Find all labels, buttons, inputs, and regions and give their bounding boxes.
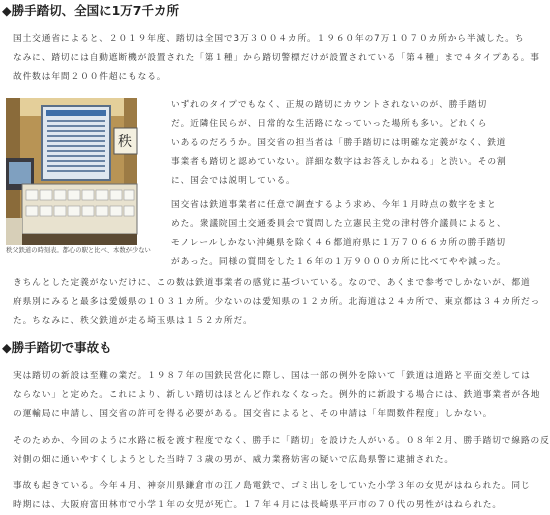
paragraph-crossing-count [13, 30, 540, 87]
text-line: だ。近隣住民らが、日常的な生活路になっていった場所も多い。どれくら [171, 119, 488, 129]
text-line: モノレールしかない沖縄県を除く４６都道府県に１万７０６６カ所の勝手踏切 [171, 238, 506, 248]
section-heading-nationwide-crossings: ◆勝手踏切、全国に1万7千カ所 [2, 3, 180, 18]
text-line: いあるのだろうか。国交省の担当者は「勝手踏切には明確な定義がなく、鉄道 [171, 138, 507, 148]
text-line: があった。同様の質問をした１６年の１万９０００カ所に比べてやや減った。 [171, 257, 507, 267]
text-line: 時期には、大阪府富田林市で小学１年の女児が死亡。１７年４月には長崎県平戸市の７０代の男性がはねられた。 [13, 500, 502, 510]
text-line: 事業者も踏切と認めていない。詳細な数字はお答えしかねる」と渋い。その割 [171, 157, 507, 167]
text-line: そのためか、今回のように水路に板を渡す程度でなく、勝手に「踏切」を設けた人がいる。０８年２月、勝手踏切で線路の反 [13, 436, 550, 446]
paragraph-survey-results [171, 196, 507, 272]
text-line: めた。衆議院国土交通委員会で質問した立憲民主党の津村啓介議員によると、 [171, 219, 507, 229]
text-line: の運輸局に申請し、国交省の許可を得る必要がある。国交省によると、その申請は「年間数件程度」しかない。 [13, 409, 493, 419]
text-line: 府県別にみると最多は愛媛県の１０３１カ所。少ないのは愛知県の１２カ所。北海道は２４カ所で、東京都は３４カ所だっ [13, 297, 541, 307]
paragraph-accident-cases [13, 477, 531, 515]
text-line: いずれのタイプでもなく、正規の踏切にカウントされないのが、勝手踏切 [171, 100, 488, 110]
text-line: きちんとした定義がないだけに、この数は鉄道事業者の感覚に基づいている。なので、あくまで参考でしかないが、都道 [13, 278, 531, 288]
paragraph-unofficial-crossings [171, 96, 507, 191]
text-line: 事故も起きている。今年４月、神奈川県鎌倉市の江ノ島電鉄で、ゴミ出しをしていた小学３年の女児がはねられた。同じ [13, 481, 531, 491]
timetable-photo [6, 98, 137, 245]
section-heading-accidents: ◆勝手踏切で事故も [2, 340, 112, 355]
text-line: 故件数は年間２００件超にもなる。 [13, 72, 167, 82]
photo-caption: 秩父鉄道の時刻表。都心の駅と比べ、本数が少ない [6, 247, 151, 254]
text-line: ならない」と定めた。これにより、新しい踏切はほとんど作れなくなった。例外的に新設する場合には、鉄道事業者が各地 [13, 390, 541, 400]
text-line: 国土交通省によると、２０１９年度、踏切は全国で3万３００４カ所。１９６０年の7万１０７０カ所から半減した。ち [13, 34, 525, 44]
paragraph-prefecture-breakdown [13, 274, 541, 331]
text-line: 実は踏切の新設は至難の業だ。１９８７年の国鉄民営化に際し、国は一部の例外を除いて「鉄道は道路と平面交差しては [13, 371, 531, 381]
text-line: に、国会では説明している。 [171, 176, 296, 186]
paragraph-arrest-case [13, 432, 550, 470]
text-line: なみに、踏切には自動遮断機が設置された「第１種」から踏切警標だけが設置されている「第４種」まで４タイプある。事 [13, 53, 540, 63]
text-line: 国交省は鉄道事業者に任意で調査するよう求め、今年１月時点の数字をまと [171, 200, 497, 210]
text-line: 対側の畑に通いやすくしようとした当時７３歳の男が、威力業務妨害の疑いで広島県警に逮捕された。 [13, 455, 455, 465]
svg-text:秩: 秩 [118, 134, 132, 150]
text-line: た。ちなみに、秩父鉄道が走る埼玉県は１５２カ所だ。 [13, 316, 253, 326]
paragraph-new-crossings-rule [13, 367, 541, 424]
